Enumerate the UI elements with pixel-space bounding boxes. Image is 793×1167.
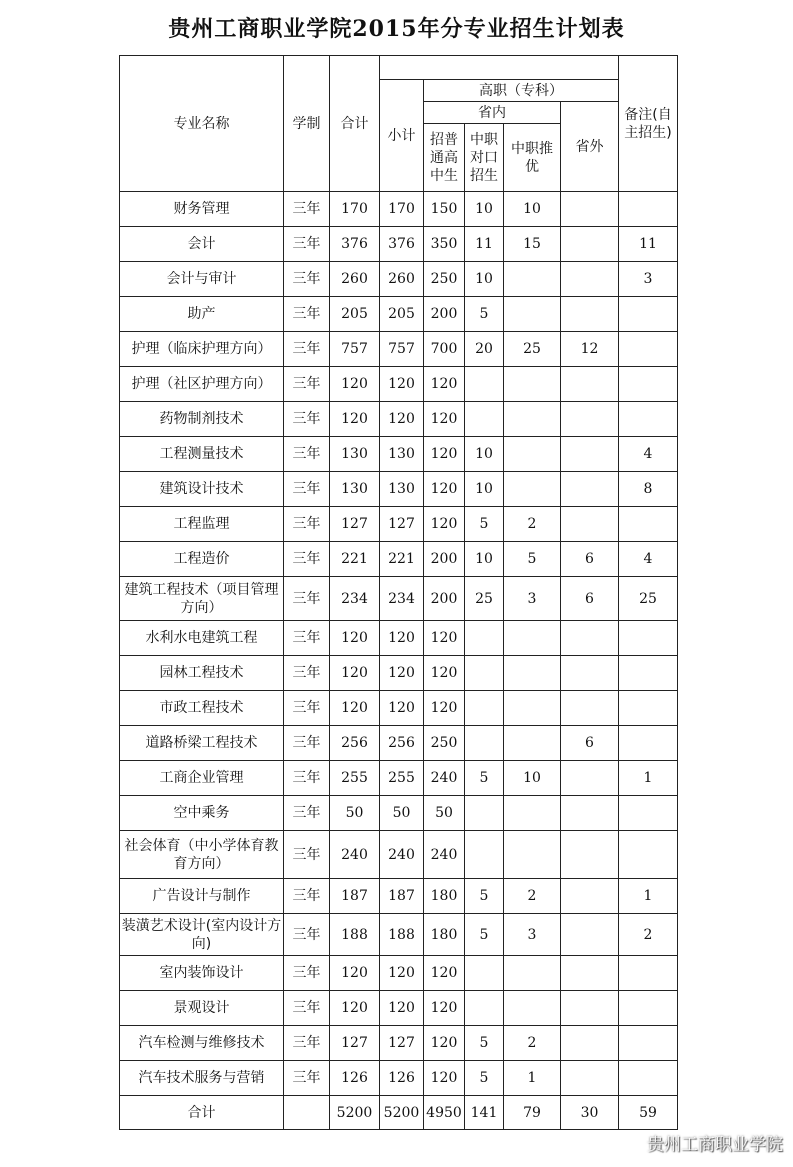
duration-cell: 三年 — [284, 227, 330, 262]
subtotal-cell: 5200 — [380, 1096, 424, 1130]
header-higher-vocational: 高职（专科） — [424, 80, 619, 102]
total-cell: 255 — [330, 761, 380, 796]
out-province-cell — [561, 956, 619, 991]
watermark-text: 贵州工商职业学院 — [647, 1135, 783, 1155]
out-province-cell — [561, 437, 619, 472]
vocational-recommend-cell: 5 — [504, 542, 561, 577]
duration-cell — [284, 1096, 330, 1130]
table-row — [120, 656, 678, 691]
vocational-direct-cell — [465, 656, 504, 691]
subtotal-cell: 120 — [380, 367, 424, 402]
subtotal-cell: 260 — [380, 262, 424, 297]
subtotal-cell: 170 — [380, 192, 424, 227]
major-name-cell: 护理（临床护理方向） — [120, 332, 284, 367]
remark-cell — [619, 991, 678, 1026]
out-province-cell — [561, 227, 619, 262]
table-row — [120, 914, 678, 956]
duration-cell: 三年 — [284, 507, 330, 542]
table-row — [120, 991, 678, 1026]
vocational-recommend-cell: 10 — [504, 192, 561, 227]
duration-cell: 三年 — [284, 472, 330, 507]
out-province-cell — [561, 402, 619, 437]
major-name-cell: 合计 — [120, 1096, 284, 1130]
vocational-recommend-cell: 2 — [504, 1026, 561, 1061]
vocational-recommend-cell — [504, 956, 561, 991]
duration-cell: 三年 — [284, 726, 330, 761]
duration-cell: 三年 — [284, 437, 330, 472]
general-high-school-cell: 120 — [424, 621, 465, 656]
remark-cell: 4 — [619, 542, 678, 577]
table-row — [120, 402, 678, 437]
major-name-cell: 会计 — [120, 227, 284, 262]
remark-cell: 1 — [619, 761, 678, 796]
vocational-direct-cell — [465, 726, 504, 761]
table-row — [120, 472, 678, 507]
header-in-province: 省内 — [424, 102, 561, 124]
total-cell: 130 — [330, 437, 380, 472]
header-out-province: 省外 — [561, 102, 619, 192]
general-high-school-cell: 50 — [424, 796, 465, 831]
out-province-cell — [561, 262, 619, 297]
out-province-cell — [561, 914, 619, 956]
vocational-direct-cell: 20 — [465, 332, 504, 367]
remark-cell: 11 — [619, 227, 678, 262]
header-remark: 备注(自主招生) — [619, 56, 678, 192]
vocational-direct-cell: 10 — [465, 542, 504, 577]
general-high-school-cell: 180 — [424, 879, 465, 914]
vocational-direct-cell: 5 — [465, 297, 504, 332]
total-cell: 205 — [330, 297, 380, 332]
general-high-school-cell: 350 — [424, 227, 465, 262]
major-name-cell: 园林工程技术 — [120, 656, 284, 691]
total-cell: 120 — [330, 956, 380, 991]
subtotal-cell: 234 — [380, 577, 424, 621]
out-province-cell — [561, 831, 619, 879]
general-high-school-cell: 120 — [424, 367, 465, 402]
remark-cell — [619, 796, 678, 831]
general-high-school-cell: 120 — [424, 507, 465, 542]
table-row — [120, 1061, 678, 1096]
vocational-recommend-cell: 10 — [504, 761, 561, 796]
table-row — [120, 297, 678, 332]
duration-cell: 三年 — [284, 367, 330, 402]
remark-cell — [619, 297, 678, 332]
out-province-cell: 6 — [561, 542, 619, 577]
vocational-direct-cell — [465, 956, 504, 991]
subtotal-cell: 130 — [380, 472, 424, 507]
vocational-recommend-cell: 79 — [504, 1096, 561, 1130]
subtotal-cell: 127 — [380, 507, 424, 542]
table-row — [120, 796, 678, 831]
duration-cell: 三年 — [284, 262, 330, 297]
vocational-recommend-cell — [504, 656, 561, 691]
total-cell: 5200 — [330, 1096, 380, 1130]
subtotal-cell: 240 — [380, 831, 424, 879]
general-high-school-cell: 250 — [424, 262, 465, 297]
page-title: 贵州工商职业学院2015年分专业招生计划表 — [168, 16, 625, 42]
vocational-direct-cell: 5 — [465, 1061, 504, 1096]
vocational-recommend-cell: 2 — [504, 507, 561, 542]
subtotal-cell: 376 — [380, 227, 424, 262]
out-province-cell — [561, 1026, 619, 1061]
general-high-school-cell: 120 — [424, 1026, 465, 1061]
duration-cell: 三年 — [284, 542, 330, 577]
remark-cell — [619, 332, 678, 367]
subtotal-cell: 188 — [380, 914, 424, 956]
vocational-recommend-cell — [504, 262, 561, 297]
general-high-school-cell: 120 — [424, 472, 465, 507]
remark-cell — [619, 507, 678, 542]
general-high-school-cell: 120 — [424, 991, 465, 1026]
total-cell: 187 — [330, 879, 380, 914]
out-province-cell: 6 — [561, 577, 619, 621]
remark-cell — [619, 691, 678, 726]
vocational-direct-cell: 5 — [465, 1026, 504, 1061]
vocational-recommend-cell: 2 — [504, 879, 561, 914]
duration-cell: 三年 — [284, 1061, 330, 1096]
vocational-direct-cell: 10 — [465, 192, 504, 227]
total-cell: 240 — [330, 831, 380, 879]
vocational-direct-cell: 10 — [465, 472, 504, 507]
major-name-cell: 水利水电建筑工程 — [120, 621, 284, 656]
vocational-recommend-cell — [504, 297, 561, 332]
vocational-recommend-cell — [504, 367, 561, 402]
major-name-cell: 财务管理 — [120, 192, 284, 227]
general-high-school-cell: 180 — [424, 914, 465, 956]
duration-cell: 三年 — [284, 761, 330, 796]
remark-cell — [619, 402, 678, 437]
duration-cell: 三年 — [284, 332, 330, 367]
out-province-cell — [561, 472, 619, 507]
out-province-cell — [561, 761, 619, 796]
table-row — [120, 831, 678, 879]
remark-cell: 3 — [619, 262, 678, 297]
remark-cell — [619, 1061, 678, 1096]
vocational-direct-cell: 141 — [465, 1096, 504, 1130]
vocational-direct-cell — [465, 991, 504, 1026]
duration-cell: 三年 — [284, 991, 330, 1026]
general-high-school-cell: 150 — [424, 192, 465, 227]
duration-cell: 三年 — [284, 831, 330, 879]
major-name-cell: 工程测量技术 — [120, 437, 284, 472]
subtotal-cell: 130 — [380, 437, 424, 472]
table-row — [120, 577, 678, 621]
out-province-cell — [561, 507, 619, 542]
vocational-recommend-cell: 15 — [504, 227, 561, 262]
general-high-school-cell: 120 — [424, 691, 465, 726]
total-cell: 757 — [330, 332, 380, 367]
table-row — [120, 956, 678, 991]
general-high-school-cell: 200 — [424, 542, 465, 577]
remark-cell: 4 — [619, 437, 678, 472]
out-province-cell — [561, 796, 619, 831]
vocational-recommend-cell — [504, 991, 561, 1026]
table-row — [120, 192, 678, 227]
vocational-direct-cell: 10 — [465, 262, 504, 297]
out-province-cell — [561, 621, 619, 656]
general-high-school-cell: 4950 — [424, 1096, 465, 1130]
vocational-recommend-cell: 1 — [504, 1061, 561, 1096]
remark-cell: 59 — [619, 1096, 678, 1130]
vocational-recommend-cell — [504, 472, 561, 507]
vocational-recommend-cell — [504, 796, 561, 831]
major-name-cell: 工商企业管理 — [120, 761, 284, 796]
duration-cell: 三年 — [284, 956, 330, 991]
general-high-school-cell: 120 — [424, 1061, 465, 1096]
total-cell: 120 — [330, 691, 380, 726]
major-name-cell: 市政工程技术 — [120, 691, 284, 726]
major-name-cell: 空中乘务 — [120, 796, 284, 831]
totals-row — [120, 1096, 678, 1130]
vocational-direct-cell: 5 — [465, 507, 504, 542]
out-province-cell: 12 — [561, 332, 619, 367]
out-province-cell — [561, 367, 619, 402]
remark-cell: 8 — [619, 472, 678, 507]
enrollment-plan-table — [119, 55, 678, 1130]
vocational-direct-cell — [465, 831, 504, 879]
remark-cell — [619, 726, 678, 761]
header-vocational-direct: 中职对口招生 — [465, 124, 504, 192]
major-name-cell: 汽车技术服务与营销 — [120, 1061, 284, 1096]
major-name-cell: 汽车检测与维修技术 — [120, 1026, 284, 1061]
duration-cell: 三年 — [284, 1026, 330, 1061]
remark-cell: 1 — [619, 879, 678, 914]
remark-cell — [619, 956, 678, 991]
duration-cell: 三年 — [284, 621, 330, 656]
subtotal-cell: 126 — [380, 1061, 424, 1096]
major-name-cell: 建筑工程技术（项目管理方向） — [120, 577, 284, 621]
table-row — [120, 726, 678, 761]
total-cell: 127 — [330, 507, 380, 542]
remark-cell: 25 — [619, 577, 678, 621]
total-cell: 126 — [330, 1061, 380, 1096]
duration-cell: 三年 — [284, 656, 330, 691]
vocational-direct-cell: 10 — [465, 437, 504, 472]
subtotal-cell: 205 — [380, 297, 424, 332]
total-cell: 127 — [330, 1026, 380, 1061]
out-province-cell — [561, 1061, 619, 1096]
table-row — [120, 332, 678, 367]
major-name-cell: 室内装饰设计 — [120, 956, 284, 991]
major-name-cell: 道路桥梁工程技术 — [120, 726, 284, 761]
vocational-recommend-cell — [504, 831, 561, 879]
header-blank-cell — [380, 56, 619, 80]
header-total: 合计 — [330, 56, 380, 192]
total-cell: 188 — [330, 914, 380, 956]
out-province-cell — [561, 297, 619, 332]
major-name-cell: 药物制剂技术 — [120, 402, 284, 437]
table-row — [120, 542, 678, 577]
vocational-direct-cell — [465, 796, 504, 831]
remark-cell — [619, 656, 678, 691]
major-name-cell: 建筑设计技术 — [120, 472, 284, 507]
major-name-cell: 护理（社区护理方向） — [120, 367, 284, 402]
vocational-recommend-cell — [504, 402, 561, 437]
total-cell: 120 — [330, 991, 380, 1026]
duration-cell: 三年 — [284, 297, 330, 332]
table-row — [120, 507, 678, 542]
table-row — [120, 367, 678, 402]
header-subtotal: 小计 — [380, 80, 424, 192]
vocational-direct-cell: 5 — [465, 761, 504, 796]
vocational-direct-cell — [465, 691, 504, 726]
total-cell: 256 — [330, 726, 380, 761]
duration-cell: 三年 — [284, 577, 330, 621]
out-province-cell: 6 — [561, 726, 619, 761]
total-cell: 260 — [330, 262, 380, 297]
total-cell: 221 — [330, 542, 380, 577]
duration-cell: 三年 — [284, 796, 330, 831]
table-row — [120, 879, 678, 914]
major-name-cell: 社会体育（中小学体育教育方向） — [120, 831, 284, 879]
header-duration: 学制 — [284, 56, 330, 192]
subtotal-cell: 50 — [380, 796, 424, 831]
remark-cell — [619, 192, 678, 227]
vocational-direct-cell — [465, 402, 504, 437]
header-major: 专业名称 — [120, 56, 284, 192]
duration-cell: 三年 — [284, 914, 330, 956]
vocational-direct-cell — [465, 621, 504, 656]
subtotal-cell: 221 — [380, 542, 424, 577]
subtotal-cell: 255 — [380, 761, 424, 796]
total-cell: 50 — [330, 796, 380, 831]
header-vocational-recommend: 中职推优 — [504, 124, 561, 192]
total-cell: 376 — [330, 227, 380, 262]
table-row — [120, 691, 678, 726]
subtotal-cell: 120 — [380, 402, 424, 437]
out-province-cell: 30 — [561, 1096, 619, 1130]
subtotal-cell: 127 — [380, 1026, 424, 1061]
major-name-cell: 工程监理 — [120, 507, 284, 542]
vocational-direct-cell: 5 — [465, 879, 504, 914]
table-row — [120, 437, 678, 472]
table-row — [120, 761, 678, 796]
remark-cell — [619, 1026, 678, 1061]
out-province-cell — [561, 991, 619, 1026]
vocational-direct-cell — [465, 367, 504, 402]
general-high-school-cell: 700 — [424, 332, 465, 367]
general-high-school-cell: 120 — [424, 402, 465, 437]
major-name-cell: 装潢艺术设计(室内设计方向) — [120, 914, 284, 956]
major-name-cell: 景观设计 — [120, 991, 284, 1026]
table-row — [120, 1026, 678, 1061]
header-general-high-school: 招普通高中生 — [424, 124, 465, 192]
remark-cell — [619, 367, 678, 402]
total-cell: 120 — [330, 367, 380, 402]
vocational-recommend-cell — [504, 437, 561, 472]
remark-cell — [619, 831, 678, 879]
subtotal-cell: 120 — [380, 691, 424, 726]
vocational-direct-cell: 25 — [465, 577, 504, 621]
duration-cell: 三年 — [284, 402, 330, 437]
total-cell: 170 — [330, 192, 380, 227]
total-cell: 120 — [330, 656, 380, 691]
subtotal-cell: 256 — [380, 726, 424, 761]
general-high-school-cell: 250 — [424, 726, 465, 761]
total-cell: 130 — [330, 472, 380, 507]
duration-cell: 三年 — [284, 879, 330, 914]
total-cell: 120 — [330, 402, 380, 437]
out-province-cell — [561, 192, 619, 227]
subtotal-cell: 120 — [380, 956, 424, 991]
remark-cell — [619, 621, 678, 656]
subtotal-cell: 120 — [380, 991, 424, 1026]
vocational-recommend-cell — [504, 621, 561, 656]
general-high-school-cell: 240 — [424, 831, 465, 879]
major-name-cell: 会计与审计 — [120, 262, 284, 297]
vocational-recommend-cell — [504, 726, 561, 761]
duration-cell: 三年 — [284, 691, 330, 726]
vocational-direct-cell: 11 — [465, 227, 504, 262]
out-province-cell — [561, 691, 619, 726]
major-name-cell: 广告设计与制作 — [120, 879, 284, 914]
subtotal-cell: 120 — [380, 621, 424, 656]
general-high-school-cell: 120 — [424, 437, 465, 472]
major-name-cell: 工程造价 — [120, 542, 284, 577]
major-name-cell: 助产 — [120, 297, 284, 332]
general-high-school-cell: 240 — [424, 761, 465, 796]
general-high-school-cell: 200 — [424, 297, 465, 332]
subtotal-cell: 120 — [380, 656, 424, 691]
vocational-recommend-cell: 3 — [504, 577, 561, 621]
general-high-school-cell: 120 — [424, 656, 465, 691]
vocational-recommend-cell: 3 — [504, 914, 561, 956]
out-province-cell — [561, 656, 619, 691]
total-cell: 234 — [330, 577, 380, 621]
table-row — [120, 621, 678, 656]
subtotal-cell: 187 — [380, 879, 424, 914]
subtotal-cell: 757 — [380, 332, 424, 367]
duration-cell: 三年 — [284, 192, 330, 227]
vocational-direct-cell: 5 — [465, 914, 504, 956]
general-high-school-cell: 120 — [424, 956, 465, 991]
table-row — [120, 262, 678, 297]
out-province-cell — [561, 879, 619, 914]
vocational-recommend-cell — [504, 691, 561, 726]
table-row — [120, 227, 678, 262]
remark-cell: 2 — [619, 914, 678, 956]
general-high-school-cell: 200 — [424, 577, 465, 621]
vocational-recommend-cell: 25 — [504, 332, 561, 367]
total-cell: 120 — [330, 621, 380, 656]
